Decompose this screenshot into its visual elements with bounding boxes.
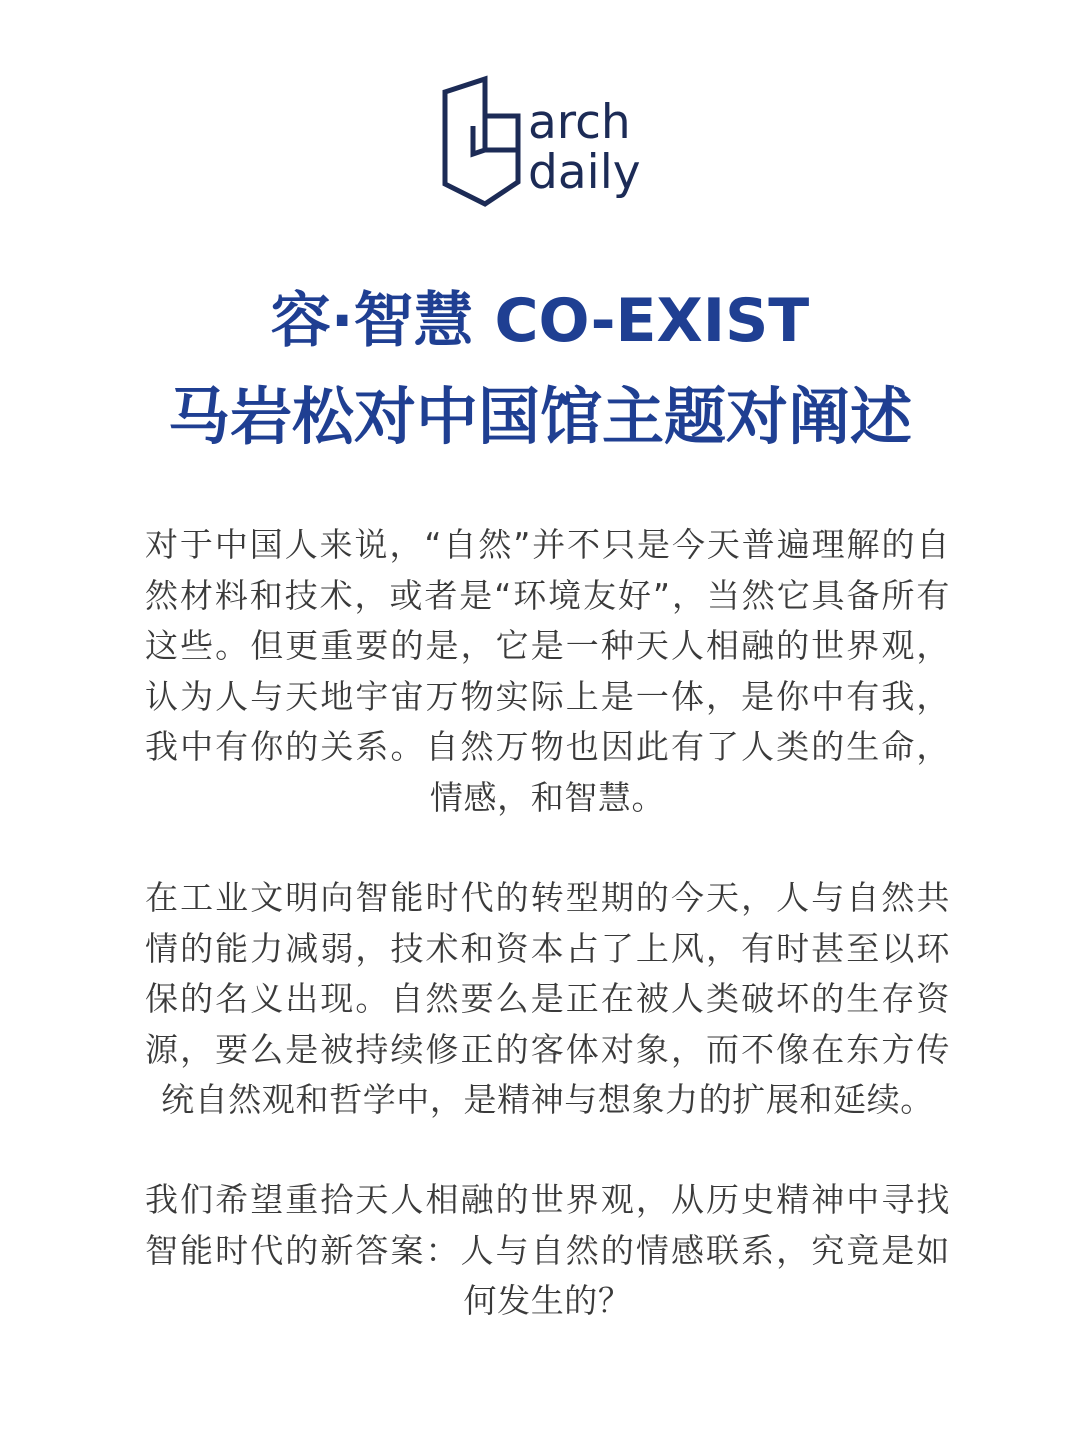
body-paragraph-1: 对于中国人来说，“自然”并不只是今天普遍理解的自然材料和技术，或者是“环境友好”，当然它具备所有这些。但更重要的是，它是一种天人相融的世界观，认为人与天地宇宙万物实际上是一体，是你中有我，我中有你的关系。自然万物也因此有了人类的生命，情感，和智慧。 — [145, 525, 950, 817]
logo-text-arch: arch — [528, 95, 631, 150]
body-paragraph-2: 在工业文明向智能时代的转型期的今天，人与自然共情的能力减弱，技术和资本占了上风，有时甚至以环保的名义出现。自然要么是正在被人类破坏的生存资源，要么是被持续修正的客体对象，而不像在东方传统自然观和哲学中，是精神与想象力的扩展和延续。 — [145, 878, 950, 1119]
archdaily-logo — [440, 74, 660, 214]
logo-text-daily: daily — [528, 145, 641, 200]
title-line-1: 容·智慧 CO-EXIST — [270, 286, 810, 356]
logo-wordmark — [528, 95, 641, 200]
body-paragraph-3: 我们希望重拾天人相融的世界观，从历史精神中寻找智能时代的新答案：人与自然的情感联系，究竟是如何发生的？ — [145, 1180, 950, 1320]
title-line-2: 马岩松对中国馆主题对阐述 — [167, 380, 912, 453]
archdaily-logo-mark-icon — [440, 74, 530, 214]
